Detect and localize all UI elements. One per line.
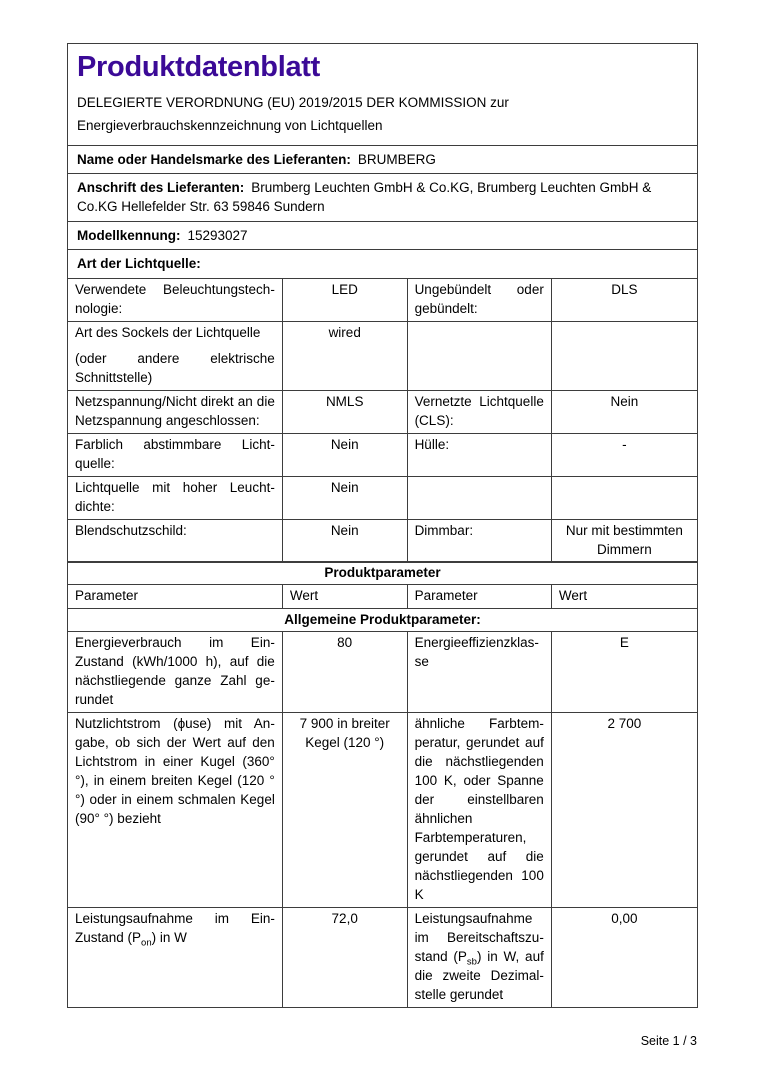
page-number: Seite 1 / 3 (640, 1034, 697, 1048)
param-label-cell: Netzspannung/Nicht direkt an die Netzspannung angeschlossen: (68, 390, 283, 433)
param-value-cell: 0,00 (551, 908, 697, 1008)
param-value-cell: 72,0 (282, 908, 407, 1008)
param-label-cell: Energieeffizienzklasse (407, 632, 551, 713)
param-label-cell: ähnliche Farbtemperatur, gerundet auf die nächstliegenden 100 K, oder Spanne der einstellbaren ähnlichen Farbtemperaturen, gerundet auf die nächstliegenden 100 K (407, 713, 551, 908)
socket-type-line-2: (oder andere elektrische Schnittstelle) (75, 350, 275, 385)
table-row (68, 632, 698, 713)
param-value-cell: Nur mit bestimmten Dimmern (551, 519, 697, 562)
param-label-cell: Verwendete Beleuchtungstechnologie: (68, 278, 283, 321)
param-value-cell: DLS (551, 278, 697, 321)
param-value-cell: Nein (551, 390, 697, 433)
column-header: Wert (282, 585, 407, 609)
product-parameters-table (67, 561, 698, 1008)
table-row (68, 278, 698, 321)
page-title: Produktdatenblatt (77, 51, 321, 83)
table-row (68, 433, 698, 476)
param-label-cell: Blendschutzschild: (68, 519, 283, 562)
param-value-cell (551, 476, 697, 519)
column-header: Parameter (68, 585, 283, 609)
param-value-cell: Nein (282, 476, 407, 519)
param-label-cell (68, 321, 283, 390)
document-page (67, 43, 698, 1048)
socket-type-line-1: Art des Sockels der Lichtquelle (75, 324, 261, 340)
table-row (68, 713, 698, 908)
param-value-cell: Nein (282, 519, 407, 562)
param-label-cell: Farblich abstimmbare Lichtquelle: (68, 433, 283, 476)
param-value-cell (551, 321, 697, 390)
supplier-name-label: Name oder Handelsmarke des Lieferanten: (77, 151, 351, 167)
table-row (68, 321, 698, 390)
param-value-cell: - (551, 433, 697, 476)
param-label-cell: Energieverbrauch im Ein-Zustand (kWh/1000 h), auf die nächstliegende ganze Zahl gerundet (68, 632, 283, 713)
subtitle-line-1: DELEGIERTE VERORDNUNG (EU) 2019/2015 DER KOMMISSION zur (77, 95, 509, 110)
light-source-heading: Art der Lichtquelle: (77, 256, 201, 271)
supplier-address-label: Anschrift des Lieferanten: (77, 180, 245, 195)
model-id-label: Modellkennung: (77, 227, 181, 243)
supplier-address-row (67, 173, 698, 222)
param-value-cell: NMLS (282, 390, 407, 433)
supplier-name-row (67, 145, 698, 175)
light-source-heading-row (67, 249, 698, 279)
param-value-cell: LED (282, 278, 407, 321)
param-value-cell: Nein (282, 433, 407, 476)
param-label-cell: Vernetzte Lichtquelle (CLS): (407, 390, 551, 433)
product-parameters-title: Produktparameter (68, 562, 698, 585)
param-value-cell: 2 700 (551, 713, 697, 908)
general-parameters-title: Allgemeine Produktparameter: (68, 609, 698, 632)
table-row (68, 519, 698, 562)
param-label-cell: Lichtquelle mit hoher Leuchtdichte: (68, 476, 283, 519)
table-row (68, 476, 698, 519)
model-id-row (67, 221, 698, 251)
column-header: Wert (551, 585, 697, 609)
table-row (68, 908, 698, 1008)
param-value-cell: 80 (282, 632, 407, 713)
param-label-cell: Ungebündelt oder gebündelt: (407, 278, 551, 321)
param-label-cell: Hülle: (407, 433, 551, 476)
supplier-name-value: BRUMBERG (357, 151, 436, 167)
param-label-cell (407, 321, 551, 390)
param-label-cell: Leistungsaufnahme im Bereitschaftszustand $(P_{sb})$ in W, auf die zweite Dezimalstelle gerundet (407, 908, 551, 1008)
subsection-title-row (68, 609, 698, 632)
supplier-address-value: Brumberg Leuchten GmbH & Co.KG, Brumberg Leuchten GmbH & Co.KG Hellefelder Str. 63 59846 Sundern (77, 180, 652, 214)
param-value-cell: E (551, 632, 697, 713)
param-label-cell (407, 476, 551, 519)
light-source-table (67, 278, 698, 563)
param-value-cell: wired (282, 321, 407, 390)
subtitle-line-2: Energieverbrauchskennzeichnung von Lichtquellen (77, 117, 383, 133)
title-block (67, 43, 698, 146)
regulation-subtitle (77, 92, 688, 136)
column-header-row (68, 585, 698, 609)
table-row (68, 390, 698, 433)
column-header: Parameter (407, 585, 551, 609)
param-label-cell: Leistungsaufnahme im Ein-Zustand $(P_{on})$ in W (68, 908, 283, 1008)
model-id-value: 15293027 (187, 227, 248, 243)
param-label-cell: Dimmbar: (407, 519, 551, 562)
param-value-cell: 7 900 in breiter Kegel (120 °) (282, 713, 407, 908)
param-label-cell: Nutzlichtstrom (ϕuse) mit Angabe, ob sich der Wert auf den Lichtstrom in einer Kugel (360° °), in einem breiten Kegel (120 °°) oder in einem schmalen Kegel (90° °) bezieht (68, 713, 283, 908)
section-title-row (68, 562, 698, 585)
